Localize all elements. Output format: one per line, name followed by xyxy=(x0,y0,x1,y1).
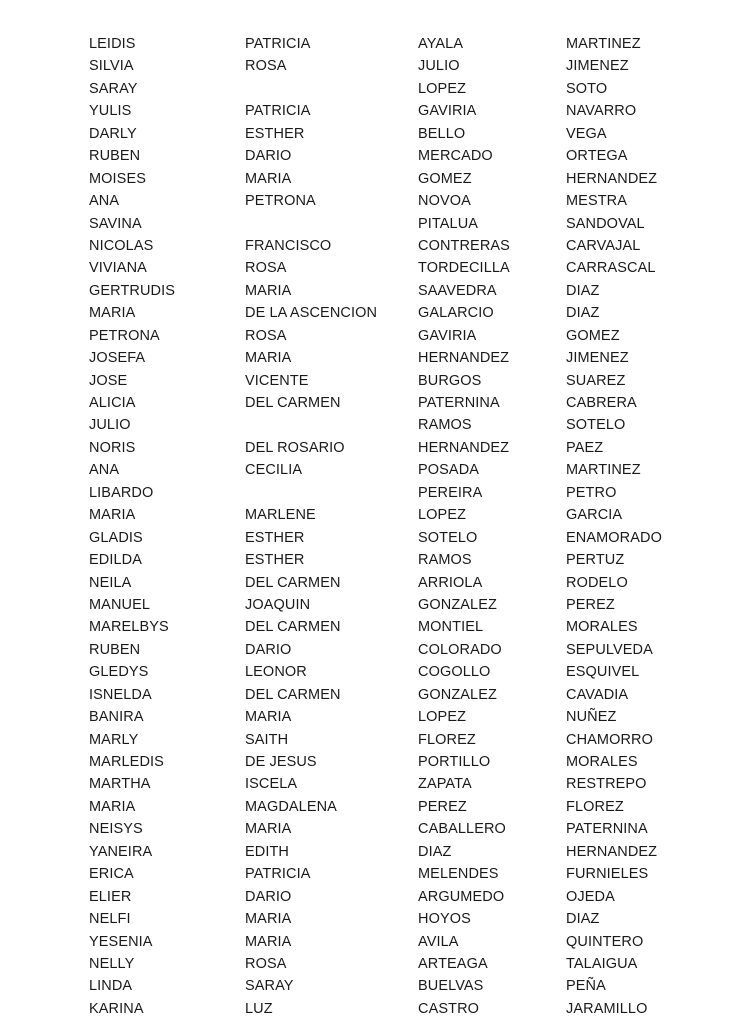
middle-name-cell: CECILIA xyxy=(245,462,303,479)
first-name-cell: NELFI xyxy=(89,911,131,928)
first-name-cell: MOISES xyxy=(89,170,146,187)
middle-name-cell: DEL CARMEN xyxy=(245,395,341,411)
middle-name-cell: DE LA ASCENCION xyxy=(245,305,378,322)
middle-name-cell: DEL CARMEN xyxy=(245,574,341,591)
table-row xyxy=(0,729,732,751)
middle-name-cell: MARLENE xyxy=(245,507,316,524)
first-surname-cell: HERNANDEZ xyxy=(418,439,510,456)
table-row xyxy=(0,751,732,773)
first-name-cell: GERTRUDIS xyxy=(89,282,176,299)
first-surname-cell: CASTRO xyxy=(418,1000,480,1017)
second-surname-cell: GOMEZ xyxy=(566,327,620,344)
table-row xyxy=(0,773,732,795)
first-surname-cell: PEREIRA xyxy=(418,484,483,501)
first-surname-cell: DIAZ xyxy=(418,843,452,860)
table-row xyxy=(0,706,732,728)
first-surname-cell: COGOLLO xyxy=(418,664,491,681)
first-name-cell: JOSE xyxy=(89,372,128,389)
first-surname-cell: SAAVEDRA xyxy=(418,282,497,299)
first-name-cell: RUBEN xyxy=(89,148,141,165)
table-row xyxy=(0,370,732,392)
second-surname-cell: ORTEGA xyxy=(566,148,628,165)
first-surname-cell: GAVIRIA xyxy=(418,103,477,120)
first-name-cell: MARTHA xyxy=(89,776,151,793)
first-name-cell: YULIS xyxy=(89,103,132,120)
table-row xyxy=(0,100,732,122)
middle-name-cell: SARAY xyxy=(245,978,294,995)
first-surname-cell: ARRIOLA xyxy=(418,574,483,591)
table-row xyxy=(0,549,732,571)
first-surname-cell: ARGUMEDO xyxy=(418,888,505,905)
second-surname-cell: MARTINEZ xyxy=(566,36,641,52)
table-row xyxy=(0,661,732,683)
second-surname-cell: RESTREPO xyxy=(566,776,647,793)
second-surname-cell: PAEZ xyxy=(566,439,604,456)
middle-name-cell: MARIA xyxy=(245,170,292,187)
middle-name-cell: PETRONA xyxy=(245,193,316,210)
second-surname-cell: QUINTERO xyxy=(566,933,644,950)
table-row xyxy=(0,213,732,235)
second-surname-cell: OJEDA xyxy=(566,888,615,905)
first-name-cell: YESENIA xyxy=(89,933,153,950)
table-row xyxy=(0,145,732,167)
table-row xyxy=(0,594,732,616)
table-row xyxy=(0,841,732,863)
second-surname-cell: MARTINEZ xyxy=(566,462,641,479)
second-surname-cell: CARVAJAL xyxy=(566,237,641,254)
middle-name-cell: DARIO xyxy=(245,148,292,165)
table-row xyxy=(0,55,732,77)
second-surname-cell: SUAREZ xyxy=(566,372,626,389)
table-row xyxy=(0,325,732,347)
middle-name-cell: MARIA xyxy=(245,282,292,299)
middle-name-cell: FRANCISCO xyxy=(245,237,332,254)
second-surname-cell: JIMENEZ xyxy=(566,58,629,75)
first-name-cell: SARAY xyxy=(89,80,138,97)
first-name-cell: LIBARDO xyxy=(89,484,154,501)
middle-name-cell: MARIA xyxy=(245,933,292,950)
middle-name-cell: ROSA xyxy=(245,327,287,344)
table-row xyxy=(0,953,732,975)
first-surname-cell: BELLO xyxy=(418,125,466,142)
second-surname-cell: CHAMORRO xyxy=(566,731,653,748)
first-name-cell: SILVIA xyxy=(89,58,134,75)
table-row xyxy=(0,572,732,594)
first-name-cell: YANEIRA xyxy=(89,843,153,860)
first-surname-cell: AYALA xyxy=(418,36,464,52)
second-surname-cell: HERNANDEZ xyxy=(566,843,658,860)
first-name-cell: MARLY xyxy=(89,731,139,748)
middle-name-cell: ESTHER xyxy=(245,125,305,142)
middle-name-cell: DE JESUS xyxy=(245,754,317,770)
first-name-cell: NELLY xyxy=(89,955,135,972)
first-name-cell: ALICIA xyxy=(89,395,136,411)
table-row xyxy=(0,975,732,997)
second-surname-cell: SOTELO xyxy=(566,417,626,434)
middle-name-cell: ISCELA xyxy=(245,776,298,793)
first-surname-cell: GOMEZ xyxy=(418,170,472,187)
table-row xyxy=(0,908,732,930)
second-surname-cell: TALAIGUA xyxy=(566,955,638,972)
table-row xyxy=(0,863,732,885)
table-row xyxy=(0,504,732,526)
first-name-cell: MARIA xyxy=(89,798,136,815)
table-row xyxy=(0,684,732,706)
first-name-cell: ISNELDA xyxy=(89,686,152,703)
first-name-cell: PETRONA xyxy=(89,327,160,344)
first-surname-cell: LOPEZ xyxy=(418,709,467,726)
second-surname-cell: MORALES xyxy=(566,754,638,770)
second-surname-cell: PERTUZ xyxy=(566,552,625,569)
second-surname-cell: DIAZ xyxy=(566,305,600,322)
second-surname-cell: PEÑA xyxy=(566,978,606,995)
first-name-cell: MARELBYS xyxy=(89,619,169,636)
middle-name-cell: ESTHER xyxy=(245,552,305,569)
first-surname-cell: BURGOS xyxy=(418,372,482,389)
middle-name-cell: DARIO xyxy=(245,888,292,905)
first-surname-cell: GAVIRIA xyxy=(418,327,477,344)
first-name-cell: ELIER xyxy=(89,888,132,905)
table-row xyxy=(0,459,732,481)
first-surname-cell: MELENDES xyxy=(418,866,499,883)
first-surname-cell: HOYOS xyxy=(418,911,471,928)
middle-name-cell: PATRICIA xyxy=(245,36,311,52)
first-name-cell: MARIA xyxy=(89,507,136,524)
middle-name-cell: EDITH xyxy=(245,843,289,860)
first-name-cell: NEISYS xyxy=(89,821,143,838)
second-surname-cell: ENAMORADO xyxy=(566,529,662,546)
table-row xyxy=(0,931,732,953)
table-row xyxy=(0,78,732,100)
first-name-cell: GLEDYS xyxy=(89,664,149,681)
first-surname-cell: ARTEAGA xyxy=(418,955,488,972)
middle-name-cell: MARIA xyxy=(245,911,292,928)
table-row xyxy=(0,414,732,436)
first-surname-cell: JULIO xyxy=(418,58,460,75)
second-surname-cell: PEREZ xyxy=(566,596,615,613)
table-row xyxy=(0,347,732,369)
second-surname-cell: NAVARRO xyxy=(566,103,637,120)
table-row xyxy=(0,123,732,145)
second-surname-cell: DIAZ xyxy=(566,282,600,299)
table-row xyxy=(0,33,732,55)
table-row xyxy=(0,302,732,324)
middle-name-cell: SAITH xyxy=(245,731,289,748)
second-surname-cell: CAVADIA xyxy=(566,686,629,703)
second-surname-cell: CARRASCAL xyxy=(566,260,656,277)
second-surname-cell: PATERNINA xyxy=(566,821,648,838)
middle-name-cell: DEL ROSARIO xyxy=(245,439,345,456)
second-surname-cell: VEGA xyxy=(566,125,607,142)
middle-name-cell: DEL CARMEN xyxy=(245,686,341,703)
first-surname-cell: NOVOA xyxy=(418,193,471,210)
first-name-cell: EDILDA xyxy=(89,552,142,569)
first-surname-cell: SOTELO xyxy=(418,529,478,546)
first-name-cell: BANIRA xyxy=(89,709,144,726)
second-surname-cell: RODELO xyxy=(566,574,628,591)
first-surname-cell: PATERNINA xyxy=(418,395,500,411)
first-surname-cell: AVILA xyxy=(418,933,459,950)
middle-name-cell: PATRICIA xyxy=(245,103,311,120)
second-surname-cell: SEPULVEDA xyxy=(566,641,653,658)
second-surname-cell: SANDOVAL xyxy=(566,215,645,232)
middle-name-cell: ESTHER xyxy=(245,529,305,546)
first-name-cell: VIVIANA xyxy=(89,260,147,277)
first-name-cell: MARIA xyxy=(89,305,136,322)
middle-name-cell: DEL CARMEN xyxy=(245,619,341,636)
first-surname-cell: MERCADO xyxy=(418,148,493,165)
first-name-cell: JOSEFA xyxy=(89,350,146,367)
second-surname-cell: JIMENEZ xyxy=(566,350,629,367)
first-surname-cell: BUELVAS xyxy=(418,978,484,995)
middle-name-cell: PATRICIA xyxy=(245,866,311,883)
first-surname-cell: HERNANDEZ xyxy=(418,350,510,367)
table-row xyxy=(0,998,732,1020)
first-name-cell: NICOLAS xyxy=(89,237,154,254)
second-surname-cell: MESTRA xyxy=(566,193,628,210)
first-name-cell: ERICA xyxy=(89,866,134,883)
middle-name-cell: ROSA xyxy=(245,58,287,75)
table-row xyxy=(0,527,732,549)
middle-name-cell: MARIA xyxy=(245,709,292,726)
table-row xyxy=(0,482,732,504)
first-surname-cell: PITALUA xyxy=(418,215,479,232)
first-surname-cell: PEREZ xyxy=(418,798,467,815)
first-name-cell: SAVINA xyxy=(89,215,142,232)
second-surname-cell: JARAMILLO xyxy=(566,1000,648,1017)
second-surname-cell: DIAZ xyxy=(566,911,600,928)
second-surname-cell: HERNANDEZ xyxy=(566,170,658,187)
table-row xyxy=(0,257,732,279)
second-surname-cell: FURNIELES xyxy=(566,866,649,883)
first-surname-cell: GALARCIO xyxy=(418,305,494,322)
table-row xyxy=(0,168,732,190)
first-name-cell: LEIDIS xyxy=(89,36,136,52)
first-name-cell: KARINA xyxy=(89,1000,144,1017)
first-surname-cell: LOPEZ xyxy=(418,80,467,97)
first-surname-cell: MONTIEL xyxy=(418,619,484,636)
second-surname-cell: GARCIA xyxy=(566,507,623,524)
table-row xyxy=(0,235,732,257)
middle-name-cell: ROSA xyxy=(245,955,287,972)
table-row xyxy=(0,437,732,459)
first-surname-cell: ZAPATA xyxy=(418,776,472,793)
first-name-cell: JULIO xyxy=(89,417,131,434)
first-name-cell: MARLEDIS xyxy=(89,754,164,770)
second-surname-cell: PETRO xyxy=(566,484,617,501)
table-row xyxy=(0,639,732,661)
first-name-cell: LINDA xyxy=(89,978,133,995)
first-name-cell: RUBEN xyxy=(89,641,141,658)
first-surname-cell: GONZALEZ xyxy=(418,596,497,613)
first-surname-cell: GONZALEZ xyxy=(418,686,497,703)
first-surname-cell: POSADA xyxy=(418,462,480,479)
first-name-cell: DARLY xyxy=(89,125,137,142)
table-row xyxy=(0,616,732,638)
middle-name-cell: VICENTE xyxy=(245,372,309,389)
second-surname-cell: MORALES xyxy=(566,619,638,636)
table-row xyxy=(0,886,732,908)
first-name-cell: NORIS xyxy=(89,439,136,456)
middle-name-cell: JOAQUIN xyxy=(245,596,311,613)
table-row xyxy=(0,818,732,840)
name-list-table xyxy=(0,33,732,1020)
first-name-cell: NEILA xyxy=(89,574,132,591)
first-surname-cell: RAMOS xyxy=(418,552,472,569)
first-surname-cell: CONTRERAS xyxy=(418,237,510,254)
middle-name-cell: ROSA xyxy=(245,260,287,277)
first-surname-cell: LOPEZ xyxy=(418,507,467,524)
first-surname-cell: FLOREZ xyxy=(418,731,476,748)
table-row xyxy=(0,392,732,414)
first-name-cell: ANA xyxy=(89,193,120,210)
second-surname-cell: FLOREZ xyxy=(566,798,624,815)
middle-name-cell: MARIA xyxy=(245,350,292,367)
table-row xyxy=(0,190,732,212)
middle-name-cell: MAGDALENA xyxy=(245,798,337,815)
second-surname-cell: NUÑEZ xyxy=(566,709,617,726)
middle-name-cell: LEONOR xyxy=(245,664,307,681)
middle-name-cell: MARIA xyxy=(245,821,292,838)
second-surname-cell: CABRERA xyxy=(566,395,637,411)
second-surname-cell: ESQUIVEL xyxy=(566,664,640,681)
table-row xyxy=(0,796,732,818)
second-surname-cell: SOTO xyxy=(566,80,608,97)
first-surname-cell: RAMOS xyxy=(418,417,472,434)
first-name-cell: MANUEL xyxy=(89,596,151,613)
table-row xyxy=(0,280,732,302)
middle-name-cell: DARIO xyxy=(245,641,292,658)
first-surname-cell: COLORADO xyxy=(418,641,502,658)
first-surname-cell: TORDECILLA xyxy=(418,260,510,277)
first-name-cell: ANA xyxy=(89,462,120,479)
first-surname-cell: CABALLERO xyxy=(418,821,506,838)
first-surname-cell: PORTILLO xyxy=(418,754,491,770)
first-name-cell: GLADIS xyxy=(89,529,143,546)
middle-name-cell: LUZ xyxy=(245,1000,273,1017)
